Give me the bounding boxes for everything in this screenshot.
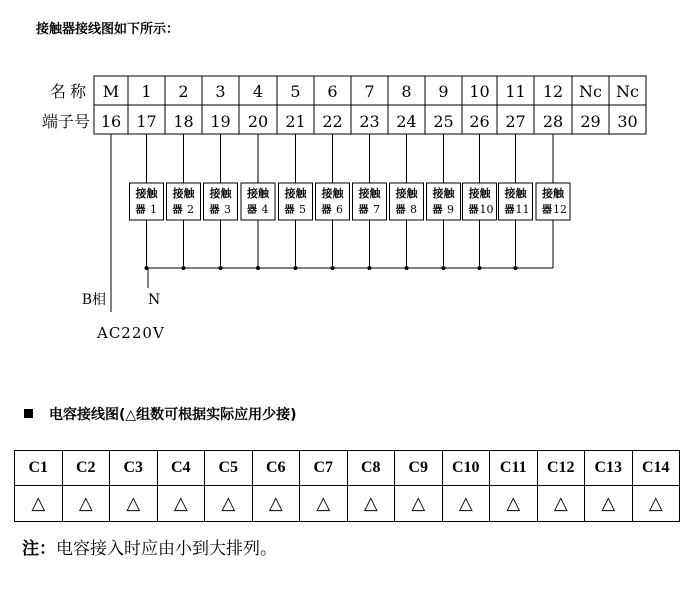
terminal-name-cell: 2 [178, 82, 189, 101]
capacitor-symbol-cell: △ [205, 486, 253, 522]
contactor-label-bottom: 器 [209, 205, 220, 216]
terminal-name-cell: 7 [364, 82, 375, 101]
capacitor-symbol-cell: △ [157, 486, 205, 522]
terminal-number-cell: 27 [505, 112, 526, 131]
terminal-number-cell: 18 [173, 112, 194, 131]
terminal-name-cell: 9 [438, 82, 449, 101]
capacitor-symbol-cell: △ [585, 486, 633, 522]
capacitor-header-cell: C7 [300, 451, 348, 486]
neutral-label: N [148, 292, 161, 308]
terminal-name-cell: 12 [542, 82, 564, 101]
capacitor-symbol-cell: △ [347, 486, 395, 522]
terminal-number-cell: 21 [285, 112, 306, 131]
terminal-number-cell: 29 [580, 112, 601, 131]
capacitor-symbol-cell: △ [395, 486, 443, 522]
bullet-icon [24, 409, 33, 418]
contactor-label-top: 接触 [172, 187, 195, 200]
capacitor-symbol-cell: △ [300, 486, 348, 522]
row-label-name: 名称 [49, 82, 90, 101]
capacitor-symbol-cell: △ [252, 486, 300, 522]
terminal-name-cell: 10 [469, 82, 490, 101]
capacitor-header-cell: C3 [110, 451, 158, 486]
contactor-number: 4 [261, 203, 269, 216]
terminal-number-cell: 28 [542, 112, 564, 131]
contactor-label-top: 接触 [542, 187, 564, 200]
contactor-label-bottom: 器 [284, 205, 295, 216]
supply-label: AC220V [97, 324, 165, 342]
contactor-label-top: 接触 [395, 187, 418, 200]
capacitor-header-cell: C10 [442, 451, 490, 486]
contactor-label-bottom: 器 [432, 205, 443, 216]
terminal-name-cell: Nc [616, 82, 639, 101]
terminal-name-cell: Nc [579, 82, 602, 101]
row-label-terminal: 端子号 [41, 112, 90, 131]
note-label: 注： [22, 539, 56, 559]
terminal-number-cell: 24 [396, 112, 417, 131]
capacitor-symbol-cell: △ [537, 486, 585, 522]
contactor-label-bottom: 器 [172, 205, 183, 216]
terminal-name-cell: 3 [215, 82, 226, 101]
page-heading: 接触器接线图如下所示： [36, 22, 180, 37]
capacitor-header-cell: C8 [347, 451, 395, 486]
terminal-number-cell: 23 [359, 112, 380, 131]
contactor-label-bottom: 器 [321, 205, 332, 216]
terminal-name-cell: 6 [327, 82, 338, 101]
terminal-number-cell: 20 [247, 112, 269, 131]
capacitor-symbol-cell: △ [490, 486, 538, 522]
contactor-number: 9 [447, 203, 454, 216]
contactor-number: 7 [373, 203, 380, 216]
capacitor-header-cell: C4 [157, 451, 205, 486]
contactor-label-bottom: 器 [247, 205, 257, 216]
capacitor-header-cell: C13 [585, 451, 633, 486]
capacitor-header-cell: C2 [62, 451, 110, 486]
contactor-label-top: 接触 [284, 187, 307, 200]
terminal-number-cell: 25 [433, 112, 454, 131]
capacitor-symbol-cell: △ [15, 486, 63, 522]
contactor-number: 6 [336, 203, 343, 216]
contactor-label-top: 接触 [432, 187, 455, 200]
capacitor-header-cell: C12 [537, 451, 585, 486]
contactor-number: 5 [299, 203, 306, 216]
note [22, 534, 277, 559]
contactor-label-top: 接触 [468, 187, 491, 200]
capacitor-header-cell: C11 [490, 451, 538, 486]
capacitor-header-cell: C9 [395, 451, 443, 486]
contactor-label-bottom: 器 [358, 205, 369, 216]
contactor-number: 12 [553, 203, 567, 216]
contactor-label-bottom: 器 [395, 205, 406, 216]
contactor-number: 8 [410, 203, 417, 216]
terminal-name-cell: 4 [252, 82, 264, 101]
capacitor-header-cell: C5 [205, 451, 253, 486]
terminal-number-cell: 22 [322, 112, 343, 131]
terminal-number-cell: 19 [210, 112, 231, 131]
contactor-number: 3 [224, 203, 231, 216]
note-text: 电容接入时应由小到大排列。 [56, 539, 277, 559]
capacitor-table [14, 450, 680, 522]
contactor-label-bottom: 器 [542, 205, 552, 216]
contactor-number: 10 [479, 203, 494, 216]
contactor-label-top: 接触 [247, 187, 269, 200]
contactor-label-top: 接触 [504, 187, 527, 200]
terminal-name-cell: M [102, 82, 120, 101]
terminal-number-cell: 16 [100, 112, 122, 131]
terminal-name-cell: 11 [505, 82, 526, 101]
contactor-number: 1 [150, 203, 157, 216]
contactor-label-bottom: 器 [504, 205, 515, 216]
capacitor-title-text: 电容接线图(△组数可根据实际应用少接) [49, 407, 297, 423]
capacitor-header-row [15, 451, 680, 486]
contactor-label-top: 接触 [321, 187, 344, 200]
capacitor-header-cell: C6 [252, 451, 300, 486]
capacitor-symbol-cell: △ [110, 486, 158, 522]
phase-label: B相 [81, 292, 106, 308]
contactor-label-top: 接触 [358, 187, 381, 200]
terminal-number-cell: 17 [136, 112, 157, 131]
capacitor-symbol-cell: △ [62, 486, 110, 522]
capacitor-header-cell: C1 [15, 451, 63, 486]
contactor-number: 11 [515, 203, 530, 216]
terminal-name-cell: 1 [141, 82, 152, 101]
terminal-name-cell: 8 [401, 82, 412, 101]
capacitor-section-title [24, 404, 297, 424]
capacitor-symbol-cell: △ [632, 486, 680, 522]
contactor-number: 2 [187, 203, 194, 216]
capacitor-symbol-row [15, 486, 680, 522]
capacitor-symbol-cell: △ [442, 486, 490, 522]
contactor-label-top: 接触 [135, 187, 158, 200]
contactor-label-bottom: 器 [135, 205, 146, 216]
terminal-name-cell: 5 [290, 82, 301, 101]
terminal-number-cell: 30 [617, 112, 638, 131]
contactor-label-top: 接触 [209, 187, 232, 200]
contactor-label-bottom: 器 [468, 205, 479, 216]
terminal-number-cell: 26 [469, 112, 490, 131]
capacitor-header-cell: C14 [632, 451, 680, 486]
